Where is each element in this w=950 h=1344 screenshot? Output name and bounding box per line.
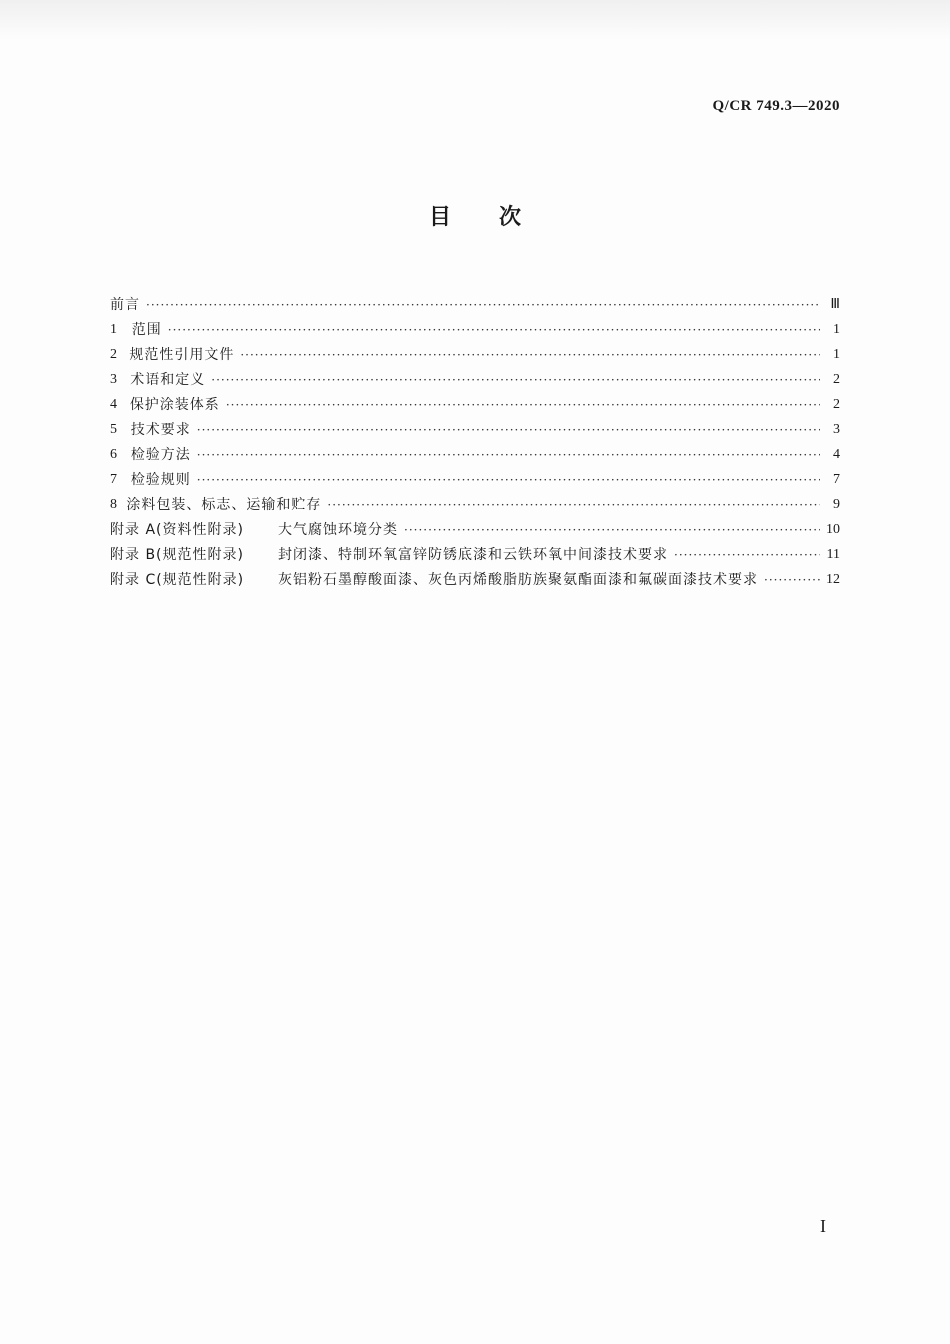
toc-entry-label: 术语和定义 — [130, 372, 206, 388]
toc-leader-dots — [197, 470, 820, 490]
toc-title: 目次 — [428, 205, 569, 230]
toc-annex-prefix: 附录 C(规范性附录) — [110, 572, 245, 588]
toc-entry-page: 2 — [833, 372, 840, 387]
toc-entry-label: 封闭漆、特制环氧富锌防锈底漆和云铁环氧中间漆技术要求 — [278, 547, 668, 563]
toc-entry-page: 11 — [826, 547, 840, 562]
toc-entry-page: 9 — [833, 497, 840, 512]
toc-leader-dots — [168, 320, 820, 340]
toc-entry-annex-b[interactable] — [110, 540, 840, 565]
toc-leader-dots — [211, 370, 820, 390]
toc-entry-5[interactable] — [110, 415, 840, 440]
toc-entry-label: 规范性引用文件 — [129, 347, 235, 363]
toc-entry-label: 前言 — [110, 297, 140, 313]
toc-entry-page: 2 — [833, 397, 840, 412]
toc-leader-dots — [404, 520, 820, 540]
toc-entry-page: 3 — [833, 422, 840, 437]
toc-entry-number: 1 — [110, 322, 117, 337]
document-code: Q/CR 749.3—2020 — [712, 98, 840, 114]
toc-entry-page: 1 — [833, 322, 840, 337]
scan-edge — [0, 0, 950, 40]
toc-entry-page: 1 — [833, 347, 840, 362]
toc-entry-6[interactable] — [110, 440, 840, 465]
page-number: I — [820, 1216, 826, 1236]
toc-entry-page: 4 — [833, 447, 840, 462]
toc-leader-dots — [674, 545, 820, 565]
toc-leader-dots — [764, 570, 820, 590]
toc-entry-number: 3 — [110, 372, 117, 387]
toc-entry-label: 涂料包装、标志、运输和贮存 — [126, 497, 322, 513]
toc-entry-7[interactable] — [110, 465, 840, 490]
toc-leader-dots — [197, 445, 820, 465]
toc-entry-label: 检验规则 — [130, 472, 191, 488]
toc-entry-number: 2 — [110, 347, 117, 362]
toc-entry-page: 12 — [826, 572, 840, 587]
toc-leader-dots — [327, 495, 820, 515]
toc-leader-dots — [240, 345, 820, 365]
toc-entry-4[interactable] — [110, 390, 840, 415]
toc-entry-foreword[interactable] — [110, 290, 840, 315]
toc-entry-label: 范围 — [131, 322, 162, 338]
toc-leader-dots — [226, 395, 820, 415]
toc-entry-annex-c[interactable] — [110, 565, 840, 590]
toc-leader-dots — [197, 420, 820, 440]
toc-entry-label: 灰铝粉石墨醇酸面漆、灰色丙烯酸脂肪族聚氨酯面漆和氟碳面漆技术要求 — [278, 572, 758, 588]
toc-entry-label: 技术要求 — [130, 422, 191, 438]
toc-entry-number: 7 — [110, 472, 117, 487]
toc-entry-page: 10 — [826, 522, 840, 537]
table-of-contents — [110, 290, 840, 590]
toc-entry-8[interactable] — [110, 490, 840, 515]
toc-annex-prefix: 附录 A(资料性附录) — [110, 522, 244, 538]
toc-entry-label: 检验方法 — [130, 447, 191, 463]
toc-leader-dots — [146, 295, 820, 315]
toc-entry-annex-a[interactable] — [110, 515, 840, 540]
toc-entry-label: 大气腐蚀环境分类 — [278, 522, 398, 538]
toc-annex-prefix: 附录 B(规范性附录) — [110, 547, 244, 563]
toc-entry-number: 6 — [110, 447, 117, 462]
toc-entry-1[interactable] — [110, 315, 840, 340]
toc-entry-number: 5 — [110, 422, 117, 437]
toc-entry-3[interactable] — [110, 365, 840, 390]
toc-entry-number: 4 — [110, 397, 117, 412]
toc-entry-page: 7 — [833, 472, 840, 487]
toc-entry-page: Ⅲ — [830, 297, 840, 312]
toc-entry-number: 8 — [110, 497, 117, 512]
toc-entry-label: 保护涂装体系 — [129, 397, 220, 413]
toc-entry-2[interactable] — [110, 340, 840, 365]
